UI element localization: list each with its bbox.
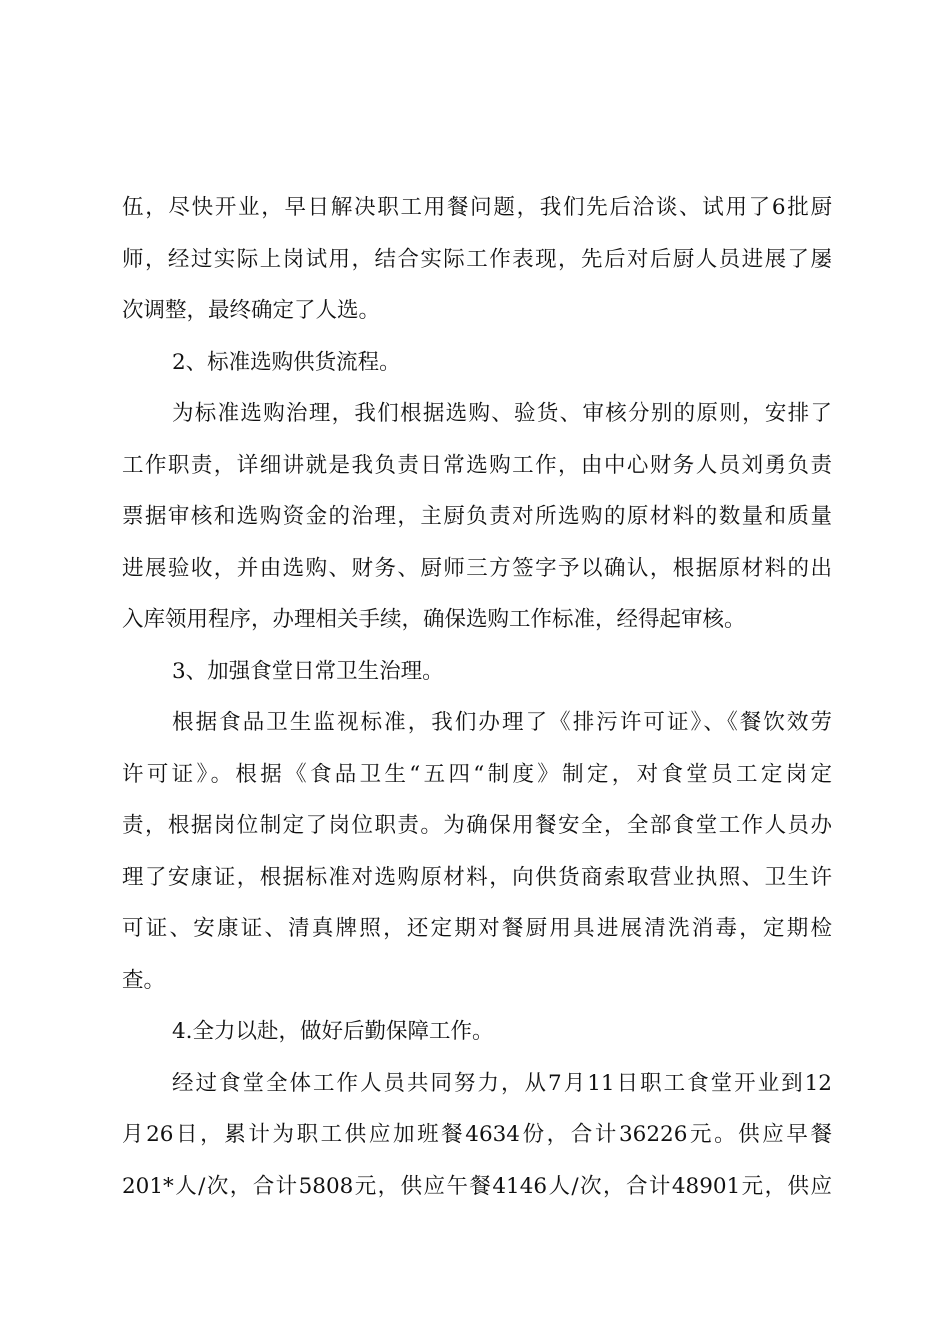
text-line: 为标准选购治理，我们根据选购、验货、审核分别的原则，安排了	[172, 401, 832, 426]
text-line: 查。	[122, 967, 166, 993]
text-line: 2、标准选购供货流程。	[172, 349, 401, 375]
text-line: 责，根据岗位制定了岗位职责。为确保用餐安全，全部食堂工作人员办	[122, 813, 832, 838]
text-line: 伍，尽快开业，早日解决职工用餐问题，我们先后洽谈、试用了6批厨	[122, 195, 832, 220]
text-line: 次调整，最终确定了人选。	[122, 298, 381, 323]
text-line: 票据审核和选购资金的治理，主厨负责对所选购的原材料的数量和质量	[122, 504, 832, 529]
document-body	[122, 188, 832, 1218]
text-line: 理了安康证，根据标准对选购原材料，向供货商索取营业执照、卫生许	[122, 864, 832, 890]
text-line: 工作职责，详细讲就是我负责日常选购工作，由中心财务人员刘勇负责	[122, 452, 832, 478]
text-line: 入库领用程序，办理相关手续，确保选购工作标准，经得起审核。	[122, 607, 746, 632]
text-line: 师，经过实际上岗试用，结合实际工作表现，先后对后厨人员进展了屡	[122, 246, 832, 272]
text-line: 4.全力以赴，做好后勤保障工作。	[172, 1019, 494, 1044]
text-line: 201*人/次，合计5808元，供应午餐4146人/次，合计48901元，供应	[122, 1173, 832, 1199]
text-line: 根据食品卫生监视标准，我们办理了《排污许可证》、《餐饮效劳	[172, 710, 832, 735]
text-line: 可证、安康证、清真牌照，还定期对餐厨用具进展清洗消毒，定期检	[122, 916, 832, 941]
text-line: 3、加强食堂日常卫生治理。	[172, 658, 444, 684]
text-line: 经过食堂全体工作人员共同努力，从7月11日职工食堂开业到12	[172, 1070, 832, 1096]
text-line: 进展验收，并由选购、财务、厨师三方签字予以确认，根据原材料的出	[122, 555, 832, 581]
text-line: 许可证》。根据《食品卫生“五四“制度》制定，对食堂员工定岗定	[122, 761, 832, 787]
text-line: 月26日，累计为职工供应加班餐4634份，合计36226元。供应早餐	[122, 1122, 832, 1147]
